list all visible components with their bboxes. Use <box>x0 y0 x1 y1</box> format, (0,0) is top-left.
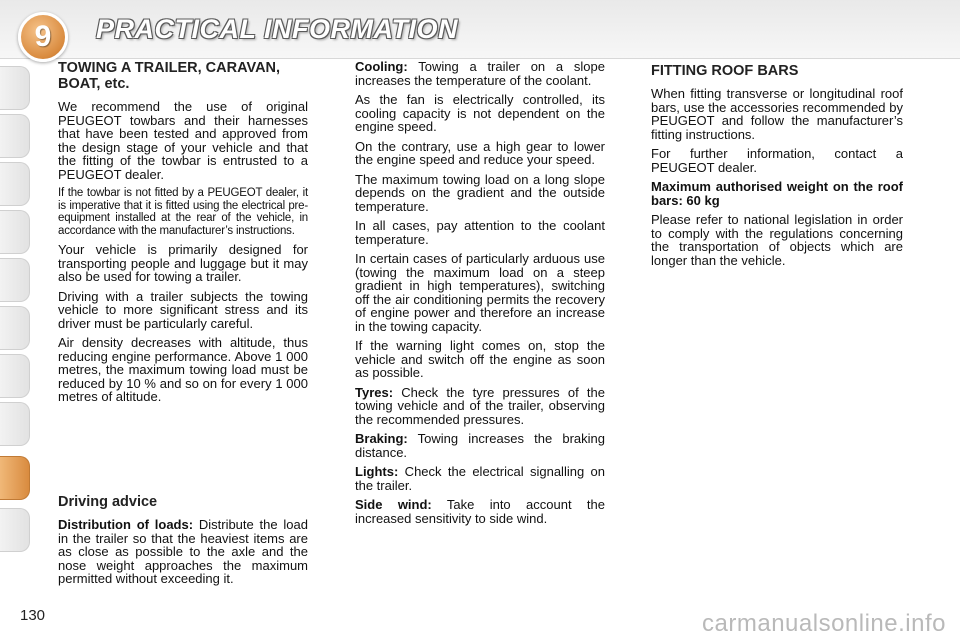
driving-advice-heading: Driving advice <box>58 494 158 510</box>
side-wind-text: Take into account the increased sensitivity to side wind. <box>355 497 605 526</box>
chapter-tab-4[interactable] <box>0 210 30 254</box>
cooling-paragraph-2: As the fan is electrically controlled, its cooling capacity is not dependent on the engine speed. <box>355 92 605 134</box>
right-column <box>651 60 903 273</box>
roof-bars-heading: FITTING ROOF BARS <box>651 63 799 79</box>
chapter-tab-1[interactable] <box>0 66 30 110</box>
towing-paragraph-1: We recommend the use of original PEUGEOT towbars and their harnesses that have been tested and approved from the design stage of your vehicle and that the fitting of the towbar is entrusted to a PEUGEOT dealer. <box>58 99 308 182</box>
chapter-tab-2[interactable] <box>0 114 30 158</box>
page-header <box>0 0 960 59</box>
chapter-tab-9-active[interactable] <box>0 456 30 500</box>
lights-text: Check the electrical signalling on the trailer. <box>355 464 605 493</box>
chapter-tab-3[interactable] <box>0 162 30 206</box>
braking-text: Towing increases the braking distance. <box>355 431 605 460</box>
page-title: PRACTICAL INFORMATION <box>96 14 458 44</box>
towing-heading: TOWING A TRAILER, CARAVAN, BOAT, etc. <box>58 60 281 92</box>
cooling-paragraph-3: On the contrary, use a high gear to lower the engine speed and reduce your speed. <box>355 138 605 167</box>
driving-advice-section <box>58 494 308 586</box>
distribution-text: Distribute the load in the trailer so that the heaviest items are as close as possible to the axle and the nose weight approaches the maximum permitted without exceeding it. <box>58 517 308 586</box>
distribution-paragraph <box>58 518 308 586</box>
distribution-label: Distribution of loads: <box>58 517 194 532</box>
towing-paragraph-5: Air density decreases with altitude, thus reducing engine performance. Above 1 000 metres, the maximum towing load must be reduced by 10 % and so on for every 1 000 metres of altitude. <box>58 335 308 404</box>
chapter-tab-6[interactable] <box>0 306 30 350</box>
side-wind-paragraph <box>355 498 605 525</box>
lights-label: Lights: <box>355 464 399 479</box>
cooling-paragraph-5: In all cases, pay attention to the coolant temperature. <box>355 218 605 247</box>
roof-bars-paragraph-2: For further information, contact a PEUGEOT dealer. <box>651 146 903 175</box>
page-number: 130 <box>20 607 46 624</box>
chapter-tab-strip <box>0 58 32 578</box>
cooling-paragraph-6: In certain cases of particularly arduous use (towing the maximum load on a steep gradient in high temperatures), switching off the air conditioning permits the recovery of engine power and therefore an increase in the towing capacity. <box>355 251 605 334</box>
tyres-label: Tyres: <box>355 384 394 400</box>
towing-paragraph-2: If the towbar is not fitted by a PEUGEOT dealer, it is imperative that it is fitted using the electrical pre-equipment installed at the rear of the vehicle, in accordance with the manufacturer’s instructions. <box>58 187 308 237</box>
chapter-tab-8[interactable] <box>0 402 30 446</box>
middle-column <box>355 60 605 531</box>
side-wind-label: Side wind: <box>355 497 432 512</box>
site-watermark: carmanualsonline.info <box>702 610 946 637</box>
roof-bars-max-weight: Maximum authorised weight on the roof bars: 60 kg <box>651 179 903 208</box>
chapter-badge: 9 <box>18 12 68 62</box>
braking-paragraph <box>355 432 605 459</box>
chapter-tab-7[interactable] <box>0 354 30 398</box>
lights-paragraph <box>355 465 605 492</box>
braking-label: Braking: <box>355 431 408 446</box>
towing-paragraph-3: Your vehicle is primarily designed for transporting people and luggage but it may also be used for towing a trailer. <box>58 242 308 284</box>
towing-paragraph-4: Driving with a trailer subjects the towing vehicle to more significant stress and its driver must be particularly careful. <box>58 288 308 331</box>
tyres-text: Check the tyre pressures of the towing vehicle and of the trailer, observing the recommended pressures. <box>355 384 605 427</box>
cooling-label: Cooling: <box>355 59 408 74</box>
cooling-paragraph <box>355 60 605 87</box>
cooling-text: Towing a trailer on a slope increases the temperature of the coolant. <box>355 59 605 88</box>
left-column <box>58 60 308 410</box>
cooling-paragraph-4: The maximum towing load on a long slope depends on the gradient and the outside temperature. <box>355 171 605 214</box>
tyres-paragraph <box>355 386 605 427</box>
chapter-tab-5[interactable] <box>0 258 30 302</box>
roof-bars-paragraph-1: When fitting transverse or longitudinal roof bars, use the accessories recommended by PEUGEOT and follow the manufacturer’s fitting instructions. <box>651 86 903 142</box>
cooling-paragraph-7: If the warning light comes on, stop the vehicle and switch off the engine as soon as possible. <box>355 338 605 380</box>
chapter-tab-10[interactable] <box>0 508 30 552</box>
roof-bars-legislation: Please refer to national legislation in order to comply with the regulations concerning the transportation of objects which are longer than the vehicle. <box>651 212 903 268</box>
